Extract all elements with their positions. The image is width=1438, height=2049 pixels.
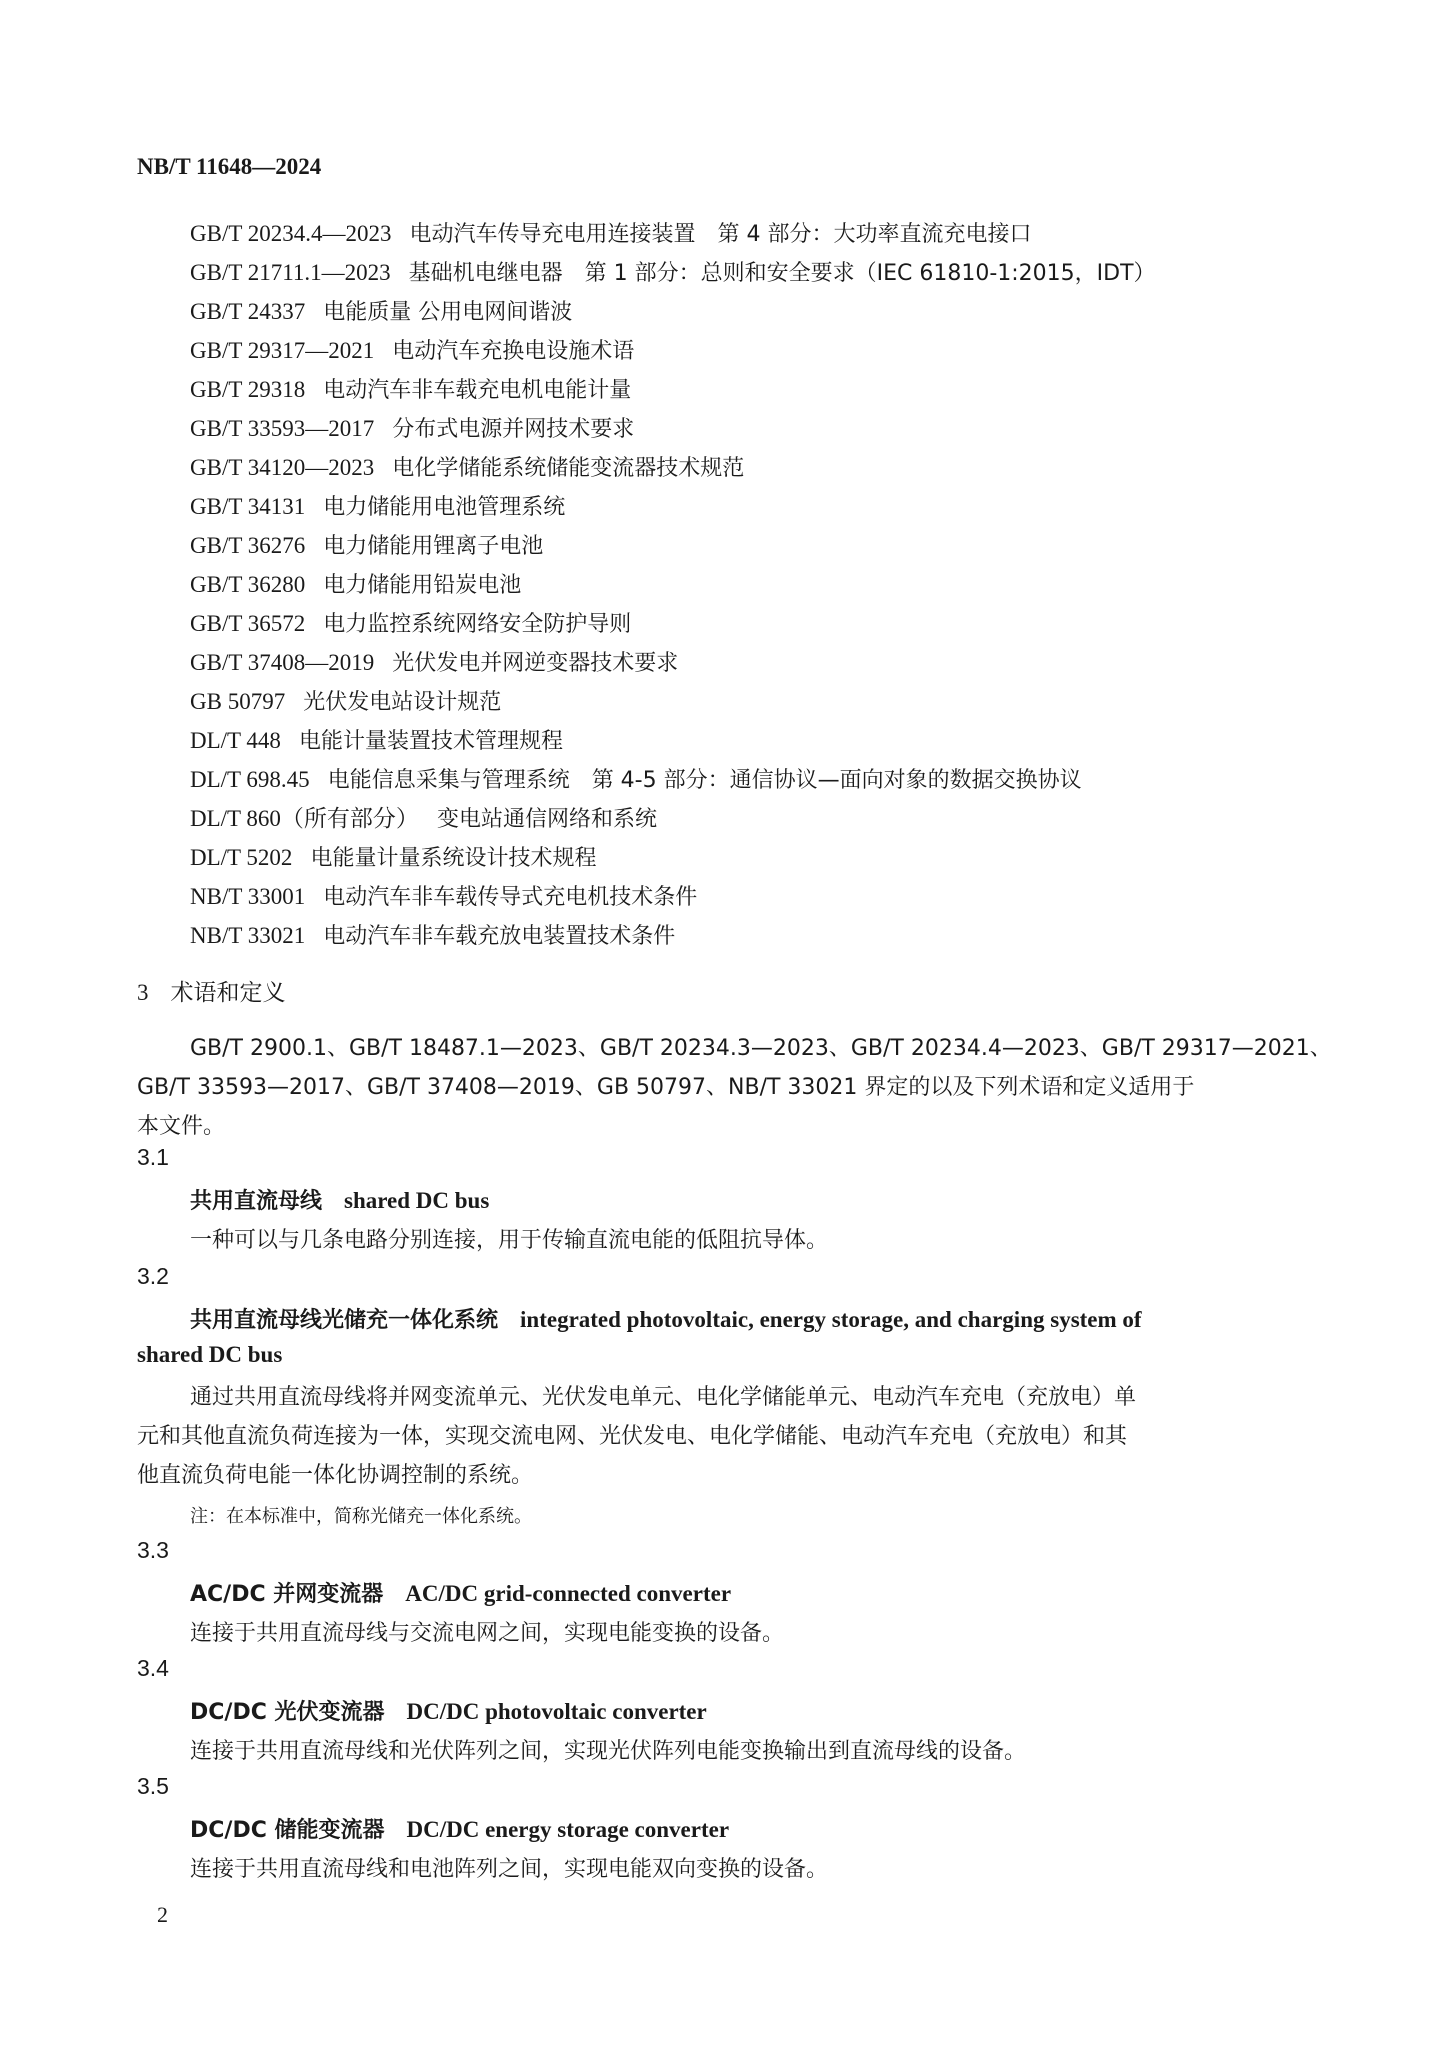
reference-title: 电能计量装置技术管理规程	[298, 729, 563, 754]
reference-code: NB/T 33021	[190, 923, 306, 948]
term-title	[190, 1813, 729, 1844]
definition-line: 通过共用直流母线将并网变流单元、光伏发电单元、电化学储能单元、电动汽车充电（充放电）单	[190, 1385, 1137, 1410]
intro-line: GB/T 2900.1、GB/T 18487.1—2023、GB/T 20234.3—2023、GB/T 20234.4—2023、GB/T 29317—2021、	[190, 1036, 1332, 1061]
reference-title: 电力储能用铅炭电池	[323, 573, 522, 598]
term-title-en: shared DC bus	[344, 1188, 490, 1213]
term-title-en: AC/DC grid-connected converter	[405, 1581, 732, 1606]
reference-title: 基础机电继电器 第 1 部分：总则和安全要求（IEC 61810-1:2015，IDT）	[408, 261, 1156, 286]
reference-item	[190, 643, 1156, 682]
reference-title: 光伏发电站设计规范	[303, 690, 502, 715]
reference-item	[190, 604, 1156, 643]
term-title-en: DC/DC photovoltaic converter	[406, 1699, 707, 1724]
term-number: 3.2	[137, 1263, 169, 1289]
term-note: 注：在本标准中，简称光储充一体化系统。	[190, 1506, 532, 1527]
reference-item	[190, 799, 1156, 838]
page-number: 2	[157, 1902, 168, 1927]
reference-code: DL/T 698.45	[190, 767, 310, 792]
reference-title: 电能量计量系统设计技术规程	[310, 846, 597, 871]
reference-item	[190, 409, 1156, 448]
reference-title: 电动汽车传导充电用连接装置 第 4 部分：大功率直流充电接口	[409, 222, 1032, 247]
reference-code: GB/T 21711.1—2023	[190, 260, 391, 285]
term-title-cn: DC/DC 储能变流器	[190, 1818, 385, 1843]
term-title-cn: 共用直流母线光储充一体化系统	[190, 1308, 499, 1333]
reference-code: GB/T 24337	[190, 299, 306, 324]
term-title-en: integrated photovoltaic, energy storage, and charging system of	[520, 1307, 1142, 1332]
term-title-cn: AC/DC 并网变流器	[190, 1582, 384, 1607]
term-definition: 一种可以与几条电路分别连接，用于传输直流电能的低阻抗导体。	[190, 1228, 829, 1253]
reference-item	[190, 292, 1156, 331]
reference-title: 电能信息采集与管理系统 第 4-5 部分：通信协议—面向对象的数据交换协议	[327, 768, 1082, 793]
term-title-cn: 共用直流母线	[190, 1189, 323, 1214]
reference-title: 电化学储能系统储能变流器技术规范	[392, 456, 745, 481]
reference-code: GB/T 34131	[190, 494, 306, 519]
reference-title: 电能质量 公用电网间谐波	[323, 300, 573, 325]
section-number: 3	[137, 980, 149, 1005]
term-title	[190, 1184, 489, 1215]
term-title	[190, 1695, 707, 1726]
reference-code: GB/T 29318	[190, 377, 306, 402]
term-definition: 连接于共用直流母线与交流电网之间，实现电能变换的设备。	[190, 1621, 785, 1646]
reference-title: 电动汽车充换电设施术语	[392, 339, 635, 364]
definition-line: 他直流负荷电能一体化协调控制的系统。	[137, 1463, 534, 1488]
intro-line: 本文件。	[137, 1114, 226, 1139]
reference-code: GB/T 20234.4—2023	[190, 221, 392, 246]
reference-code: GB/T 33593—2017	[190, 416, 375, 441]
term-number: 3.3	[137, 1537, 169, 1563]
reference-title: 分布式电源并网技术要求	[392, 417, 635, 442]
reference-item	[190, 253, 1156, 292]
term-title	[190, 1303, 1142, 1334]
definition-line: 元和其他直流负荷连接为一体，实现交流电网、光伏发电、电化学储能、电动汽车充电（充放电）和其	[137, 1424, 1128, 1449]
reference-item	[190, 526, 1156, 565]
reference-item	[190, 760, 1156, 799]
reference-code: GB/T 36572	[190, 611, 306, 636]
term-title	[190, 1577, 731, 1608]
reference-item	[190, 916, 1156, 955]
term-number: 3.5	[137, 1773, 169, 1799]
reference-code: GB/T 36276	[190, 533, 306, 558]
term-number: 3.1	[137, 1144, 169, 1170]
reference-title: 变电站通信网络和系统	[436, 807, 657, 832]
reference-title: 电动汽车非车载充电机电能计量	[323, 378, 632, 403]
reference-item	[190, 565, 1156, 604]
reference-code: DL/T 5202	[190, 845, 293, 870]
reference-item	[190, 487, 1156, 526]
term-title-continued	[137, 1342, 282, 1368]
reference-item	[190, 721, 1156, 760]
section-title: 术语和定义	[170, 980, 286, 1006]
reference-code: NB/T 33001	[190, 884, 306, 909]
intro-line: GB/T 33593—2017、GB/T 37408—2019、GB 50797、NB/T 33021 界定的以及下列术语和定义适用于	[137, 1075, 1195, 1100]
reference-code: GB/T 34120—2023	[190, 455, 375, 480]
section-heading	[137, 974, 286, 1007]
term-title-en: DC/DC energy storage converter	[406, 1817, 730, 1842]
reference-code: GB 50797	[190, 689, 286, 714]
standard-code-header: NB/T 11648—2024	[137, 154, 322, 179]
reference-code: DL/T 448	[190, 728, 281, 753]
reference-title: 电力储能用电池管理系统	[323, 495, 566, 520]
reference-title: 电动汽车非车载充放电装置技术条件	[323, 924, 676, 949]
reference-code: GB/T 36280	[190, 572, 306, 597]
reference-code: DL/T 860（所有部分）	[190, 806, 419, 831]
term-title-cn: DC/DC 光伏变流器	[190, 1700, 385, 1725]
reference-title: 电力监控系统网络安全防护导则	[323, 612, 632, 637]
term-title-en-continued: shared DC bus	[137, 1342, 283, 1367]
term-definition: 连接于共用直流母线和光伏阵列之间，实现光伏阵列电能变换输出到直流母线的设备。	[190, 1739, 1027, 1764]
section-intro	[137, 1029, 1332, 1146]
reference-title: 电力储能用锂离子电池	[323, 534, 544, 559]
reference-item	[190, 448, 1156, 487]
reference-item	[190, 838, 1156, 877]
reference-title: 电动汽车非车载传导式充电机技术条件	[323, 885, 698, 910]
normative-references-list	[190, 214, 1156, 955]
reference-item	[190, 331, 1156, 370]
reference-item	[190, 370, 1156, 409]
reference-code: GB/T 29317—2021	[190, 338, 375, 363]
reference-item	[190, 214, 1156, 253]
reference-title: 光伏发电并网逆变器技术要求	[392, 651, 679, 676]
reference-item	[190, 877, 1156, 916]
term-definition	[137, 1378, 1287, 1495]
term-number: 3.4	[137, 1655, 169, 1681]
reference-code: GB/T 37408—2019	[190, 650, 375, 675]
term-definition: 连接于共用直流母线和电池阵列之间，实现电能双向变换的设备。	[190, 1857, 829, 1882]
reference-item	[190, 682, 1156, 721]
